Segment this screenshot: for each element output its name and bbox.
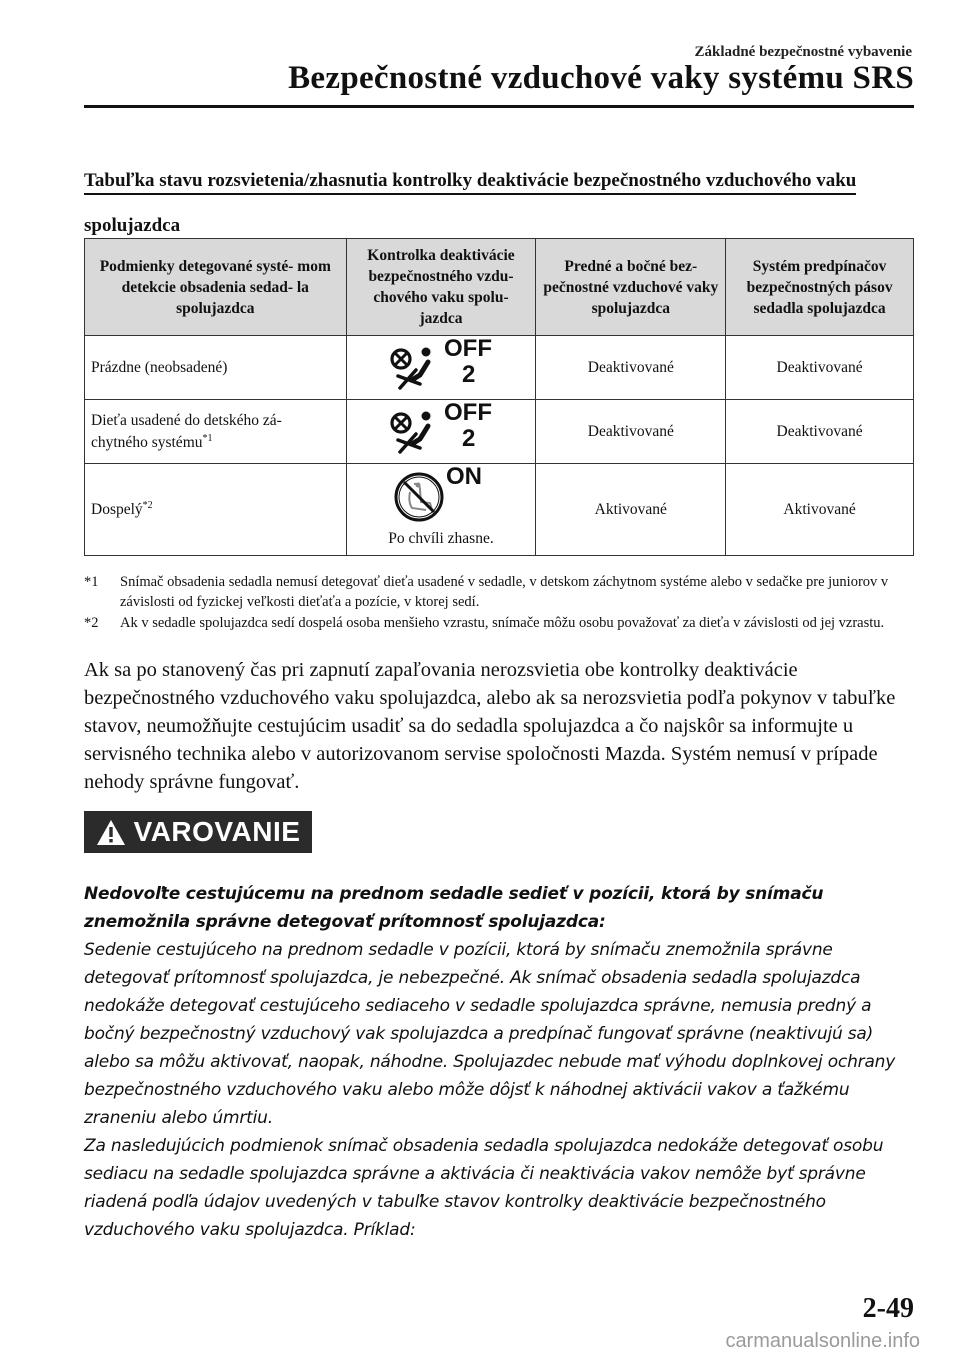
footnote-mark: *2 [84, 615, 99, 631]
table-header-row [85, 239, 914, 336]
header-pretensioners: Systém predpínačov bezpečnostných pásov sedadla spolujazdca [726, 239, 914, 336]
condition-cell [85, 336, 347, 400]
footnote-ref: *1 [202, 432, 213, 444]
page-header-title: Bezpečnostné vzduchové vaky systému SRS [288, 60, 914, 96]
indicator-cell [346, 336, 536, 400]
indicator-cell [346, 464, 536, 556]
indicator-note: Po chvíli zhasne. [388, 529, 494, 547]
pretensioners-cell: Aktivované [726, 464, 914, 556]
warning-triangle-icon [96, 819, 126, 846]
status-table [84, 238, 914, 556]
warning-banner [84, 811, 312, 853]
header-rule [84, 105, 914, 108]
on-label: ON [445, 462, 482, 490]
table-row [85, 464, 914, 556]
footnote-mark: *1 [84, 574, 99, 590]
airbag-on-icon [386, 462, 496, 522]
condition-text: Dospelý [91, 500, 143, 518]
footnote [84, 613, 914, 633]
footnote-ref: *2 [142, 499, 153, 511]
pretensioners-cell: Deaktivované [726, 400, 914, 464]
page-number: 2-49 [862, 1293, 914, 1324]
body-paragraph: Ak sa po stanovený čas pri zapnutí zapaľovania nerozsvietia obe kontrolky deaktivácie bezpečnostného vzduchového vaku spolujazdca, alebo ak sa nerozsvietia podľa pokynov v tabuľke stavov, neumožňujte cestujúcim usadiť sa do sedadla spolujazdca a čo najskôr sa informujte u servisného technika alebo v autorizovanom servise spoločnosti Mazda. Systém nemusí v prípade nehody správne fungovať. [84, 659, 896, 793]
warning-heading: Nedovoľte cestujúcemu na prednom sedadle sedieť v pozícii, ktorá by snímaču znemožnila správne detegovať prítomnosť spolujazdca: [84, 884, 824, 932]
seat-number-label: 2 [461, 360, 476, 388]
section-title [84, 158, 864, 248]
warning-paragraph: Sedenie cestujúceho na prednom sedadle v pozícii, ktorá by snímaču znemožnila správne detegovať prítomnosť spolujazdca, je nebezpečné. Ak snímač obsadenia sedadla spolujazdca nedokáže detegovať cestujúceho sediaceho v sedadle spolujazdca správne, nemusia predný a bočný bezpečnostný vzduchový vak spolujazdca a predpínač fungovať správne (neaktivujú sa) alebo sa môžu aktivovať, naopak, náhodne. Spolujazdec nebude mať výhodu doplnkovej ochrany bezpečnostného vzduchového vaku alebo môže dôjsť k náhodnej aktivácii vakov a ťažkému zraneniu alebo úmrtiu. [84, 940, 896, 1128]
condition-text: Prázdne (neobsadené) [91, 358, 228, 376]
condition-cell [85, 464, 347, 556]
footnote-text: Ak v sedadle spolujazdca sedí dospelá osoba menšieho vzrastu, snímače môžu osobu považovať za dieťa v závislosti od jej vzrastu. [120, 615, 885, 631]
footnote-text: Snímač obsadenia sedadla nemusí detegovať dieťa usadené v sedadle, v detskom záchytnom systéme alebo v sedačke pre juniorov v závislosti od fyzickej veľkosti dieťaťa a pozície, v ktorej sedí. [120, 574, 889, 610]
pretensioners-cell: Deaktivované [726, 336, 914, 400]
footnotes [84, 572, 914, 634]
off-label: OFF [443, 398, 492, 426]
header-condition: Podmienky detegované systé- mom detekcie obsadenia sedad- la spolujazdca [85, 239, 347, 336]
condition-text: Dieťa usadené do detského zá- chytného systému [91, 411, 282, 451]
airbag-off-icon [386, 334, 496, 394]
off-label: OFF [443, 334, 492, 362]
header-indicator: Kontrolka deaktivácie bezpečnostného vzdu- chového vaku spolu- jazdca [346, 239, 536, 336]
watermark: carmanualsonline.info [725, 1330, 920, 1352]
table-row [85, 336, 914, 400]
airbags-cell: Deaktivované [536, 336, 726, 400]
page-header-subtitle: Základné bezpečnostné vybavenie [694, 44, 912, 60]
warning-text [84, 880, 919, 1244]
airbag-off-icon [386, 398, 496, 458]
airbags-cell: Deaktivované [536, 400, 726, 464]
warning-paragraph: Za nasledujúcich podmienok snímač obsadenia sedadla spolujazdca nedokáže detegovať osobu sediacu na sedadle spolujazdca správne a aktivácia či neaktivácia vakov nemôže byť správne riadená podľa údajov uvedených v tabuľke stavov kontrolky deaktivácie bezpečnostného vzduchového vaku spolujazdca. Príklad: [84, 1136, 884, 1240]
table-row [85, 400, 914, 464]
warning-label: VAROVANIE [133, 816, 301, 847]
seat-number-label: 2 [461, 424, 476, 452]
header-airbags: Predné a bočné bez- pečnostné vzduchové vaky spolujazdca [536, 239, 726, 336]
airbags-cell: Aktivované [536, 464, 726, 556]
section-title-text: Tabuľka stavu rozsvietenia/zhasnutia kontrolky deaktivácie bezpečnostného vzduchového vaku spolujazdca [84, 170, 856, 240]
condition-cell [85, 400, 347, 464]
indicator-cell [346, 400, 536, 464]
footnote [84, 572, 914, 612]
